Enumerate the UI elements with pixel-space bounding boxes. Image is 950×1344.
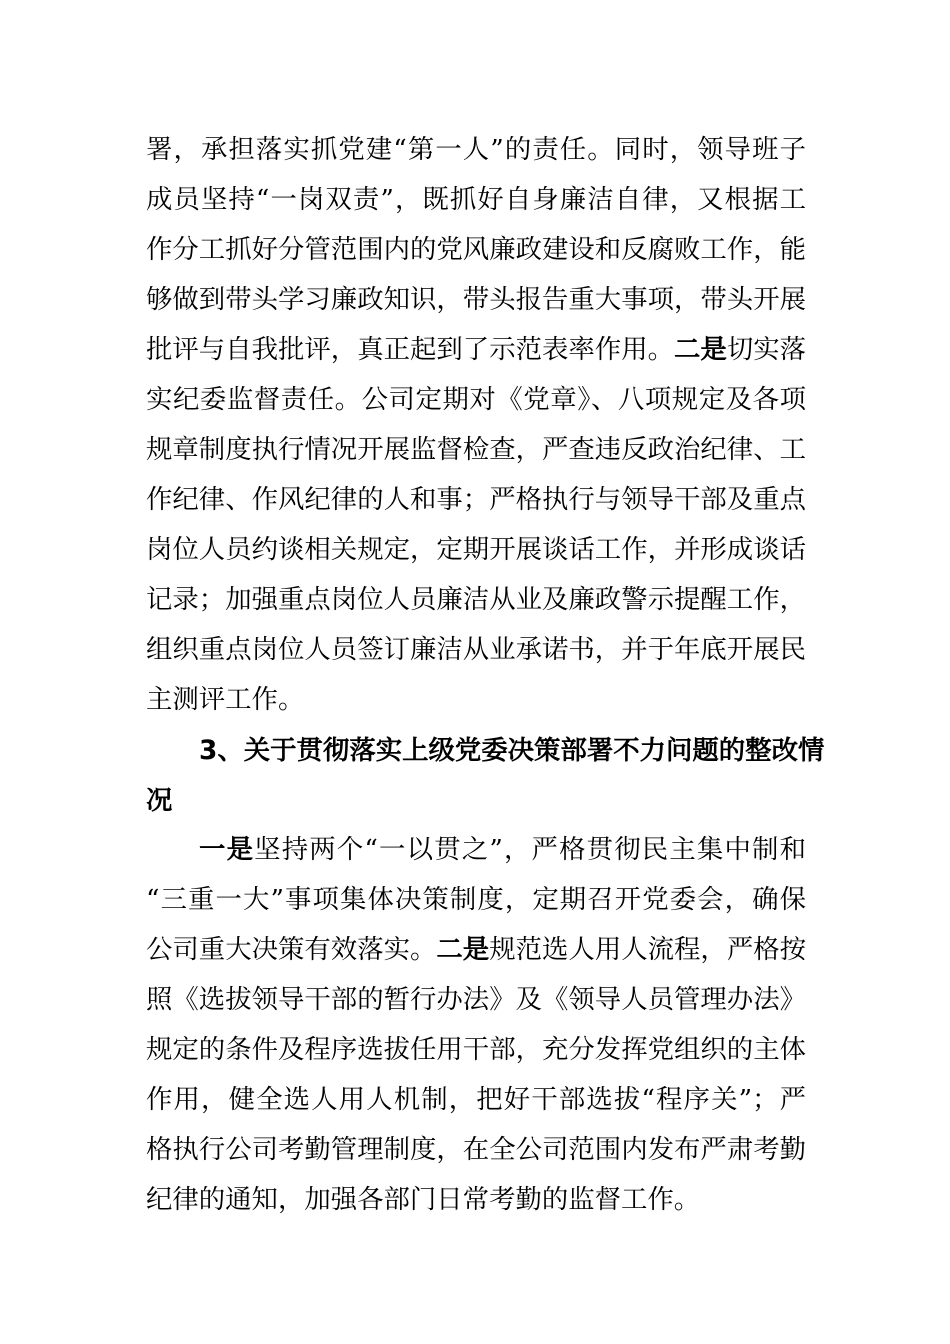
text-line: 作用，健全选人用人机制，把好干部选拔“程序关”；严 [146,1084,806,1115]
bold-marker: 二是 [436,934,490,965]
text-line: 主测评工作。 [146,684,305,715]
text-line [146,325,806,375]
text-line: “三重一大”事项集体决策制度，定期召开党委会，确保 [146,884,806,915]
text-line: 记录；加强重点岗位人员廉洁从业及廉政警示提醒工作， [146,584,806,615]
bold-marker: 一是 [199,834,255,865]
text-line: 够做到带头学习廉政知识，带头报告重大事项，带头开展 [146,284,806,315]
text-line: 岗位人员约谈相关规定，定期开展谈话工作，并形成谈话 [146,534,806,565]
text-line: 署，承担落实抓党建“第一人”的责任。同时，领导班子 [146,134,806,165]
text-span: 坚持两个“一以贯之”，严格贯彻民主集中制和 [254,834,807,865]
text-line: 作分工抓好分管范围内的党风廉政建设和反腐败工作，能 [146,234,806,265]
text-line: 作纪律、作风纪律的人和事；严格执行与领导干部及重点 [146,484,806,515]
text-line [146,925,806,975]
text-line: 实纪委监督责任。公司定期对《党章》、八项规定及各项 [146,384,806,415]
text-line: 格执行公司考勤管理制度，在全公司范围内发布严肃考勤 [146,1134,806,1165]
text-line: 组织重点岗位人员签订廉洁从业承诺书，并于年底开展民 [146,634,806,665]
text-line: 成员坚持“一岗双责”，既抓好自身廉洁自律，又根据工 [146,184,806,215]
section-heading: 况 [146,785,173,816]
text-span: 批评与自我批评，真正起到了示范表率作用。 [146,334,675,365]
text-line: 规章制度执行情况开展监督检查，严查违反政治纪律、工 [146,434,806,465]
text-span: 公司重大决策有效落实。 [146,934,437,965]
bold-marker: 二是 [674,334,727,365]
text-span: 规范选人用人流程，严格按 [489,934,807,965]
text-line: 规定的条件及程序选拔任用干部，充分发挥党组织的主体 [146,1034,806,1065]
text-span: 切实落 [726,334,807,365]
text-line: 纪律的通知，加强各部门日常考勤的监督工作。 [146,1184,701,1215]
section-heading: 3、关于贯彻落实上级党委决策部署不力问题的整改情 [199,735,825,766]
text-line: 照《选拔领导干部的暂行办法》及《领导人员管理办法》 [146,984,806,1015]
text-line [199,825,806,875]
